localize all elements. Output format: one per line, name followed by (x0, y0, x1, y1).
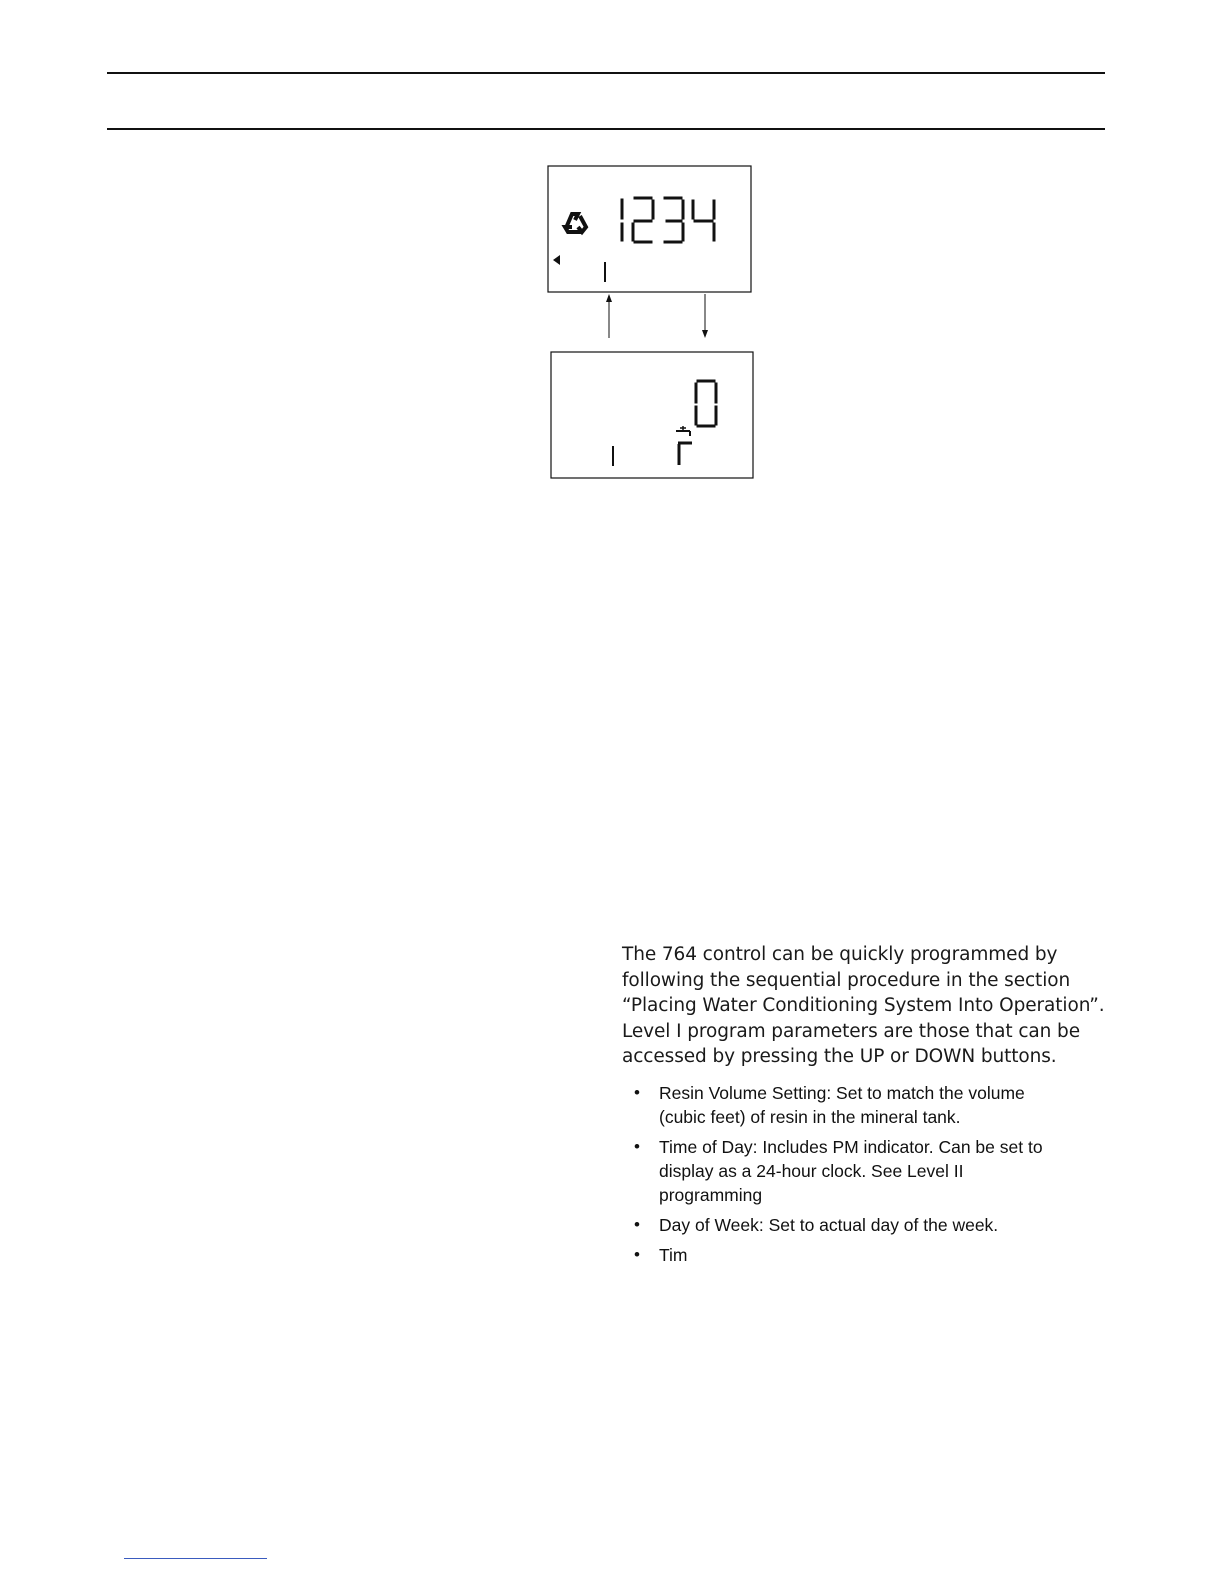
bullet-icon: • (634, 1137, 640, 1156)
bullet-icon: • (634, 1083, 640, 1102)
intro-line: accessed by pressing the UP or DOWN buttons. (622, 1046, 1057, 1067)
bullet-icon: • (634, 1215, 640, 1234)
lcd-display-figure (540, 160, 770, 490)
list-item (630, 1135, 1110, 1207)
list-item-line: Day of Week: Set to actual day of the week. (659, 1215, 999, 1235)
intro-line: Level I program parameters are those that can be (622, 1020, 1080, 1042)
header-rule-bottom (107, 128, 1105, 130)
arrow-up-icon (606, 294, 612, 338)
list-item-line: Time of Day: Includes PM indicator. Can be set to (659, 1137, 1043, 1157)
lcd-bottom-panel (551, 352, 753, 478)
footer-link-underline[interactable] (124, 1558, 267, 1559)
list-item-line: Tim (659, 1245, 688, 1265)
intro-line: “Placing Water Conditioning System Into Operation”. (622, 995, 1105, 1016)
list-item-line: (cubic feet) of resin in the mineral tank. (659, 1107, 961, 1127)
list-item-line: Resin Volume Setting: Set to match the volume (659, 1083, 1025, 1103)
list-item-line: display as a 24-hour clock. See Level II (659, 1161, 964, 1181)
intro-paragraph (622, 942, 1112, 1070)
header-rule-top (107, 72, 1105, 74)
list-item-line: programming (659, 1185, 763, 1205)
list-item (630, 1213, 1110, 1237)
level-one-parameter-list (630, 1081, 1110, 1273)
arrow-down-icon (702, 294, 708, 338)
list-item (630, 1243, 1110, 1267)
intro-line: following the sequential procedure in the section (622, 969, 1071, 991)
bullet-icon: • (634, 1245, 640, 1264)
intro-line: The 764 control can be quickly programmed by (622, 944, 1058, 965)
list-item (630, 1081, 1110, 1129)
